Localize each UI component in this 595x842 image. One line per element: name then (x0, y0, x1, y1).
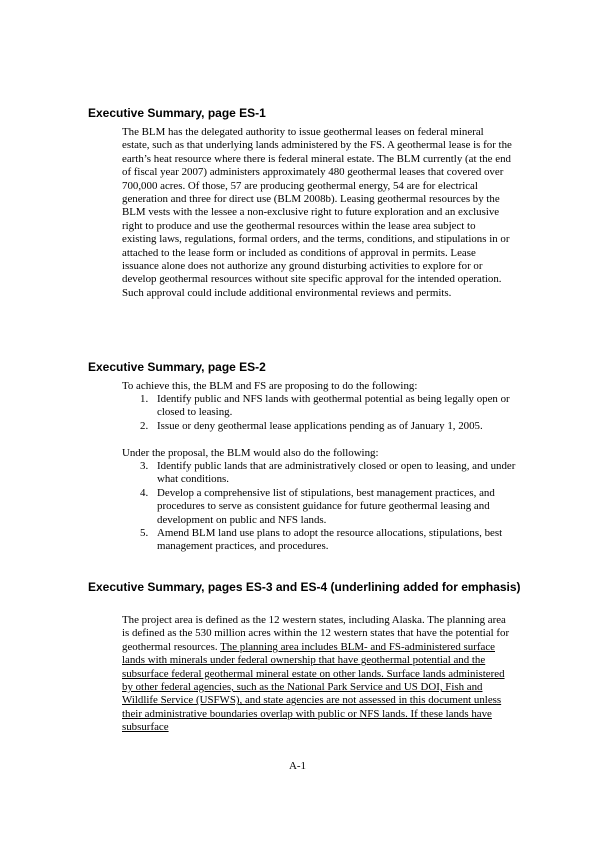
section-heading-es1: Executive Summary, page ES-1 (88, 106, 266, 120)
section-heading-es2: Executive Summary, page ES-2 (88, 360, 266, 374)
section-paragraph-es3 (122, 614, 514, 735)
section-paragraph-es1: The BLM has the delegated authority to issue geothermal leases on federal mineral estate, such as that underlying lands administered by the FS. A geothermal lease is for the earth’s heat resource where there is federal mineral estate. The BLM currently (at the end of fiscal year 2007) administers approximately 480 geothermal leases that covered over 700,000 acres. Of those, 57 are producing geothermal energy, 54 are for electrical generation and three for direct use (BLM 2008b). Leasing geothermal resources by the BLM vests with the lessee a non-exclusive right to future exploration and an exclusive right to produce and use the geothermal resources within the lease area subject to existing laws, regulations, formal orders, and the terms, conditions, and stipulations in or attached to the lease form or included as conditions of approval in permits. Lease issuance alone does not authorize any ground disturbing activities to explore for or develop geothermal resources without site specific approval for the intended operation. Such approval could include additional environmental reviews and permits. (122, 126, 512, 299)
section-intro2-es2: Under the proposal, the BLM would also do the following: (122, 447, 379, 459)
list-item: 3. Identify public lands that are administratively closed or open to leasing, and under what conditions. (140, 460, 516, 486)
list-item: 2. Issue or deny geothermal lease applications pending as of January 1, 2005. (140, 419, 483, 432)
proposal-list-1 (122, 393, 522, 433)
list-item: 1. Identify public and NFS lands with geothermal potential as being legally open or closed to leasing. (140, 393, 510, 419)
section-intro-es2: To achieve this, the BLM and FS are proposing to do the following: (122, 380, 418, 392)
plain-text: The project area is defined as the 12 western states, including Alaska. The planning area is defined as the 530 million acres within the 12 western states that have the potential for geothermal resources. (122, 614, 510, 653)
section-heading-es3: Executive Summary, pages ES-3 and ES-4 (underlining added for emphasis) (88, 580, 521, 594)
page-number: A-1 (288, 760, 307, 772)
proposal-list-2 (122, 460, 522, 554)
list-item: 5. Amend BLM land use plans to adopt the resource allocations, stipulations, best management practices, and procedures. (140, 527, 503, 553)
list-item: 4. Develop a comprehensive list of stipulations, best management practices, and procedures to serve as consistent guidance for future geothermal leasing and development on public and NFS lands. (140, 486, 495, 526)
underlined-text: The planning area includes BLM- and FS-administered surface lands with minerals under federal ownership that have geothermal potential and the subsurface federal geothermal mineral estate on other lands. Surface lands administered by other federal agencies, such as the National Park Service and US DOI, Fish and Wildlife Service (USFWS), and state agencies are not assessed in this document unless their administrative boundaries overlap with public or NFS lands. If these lands have subsurface (122, 640, 505, 734)
